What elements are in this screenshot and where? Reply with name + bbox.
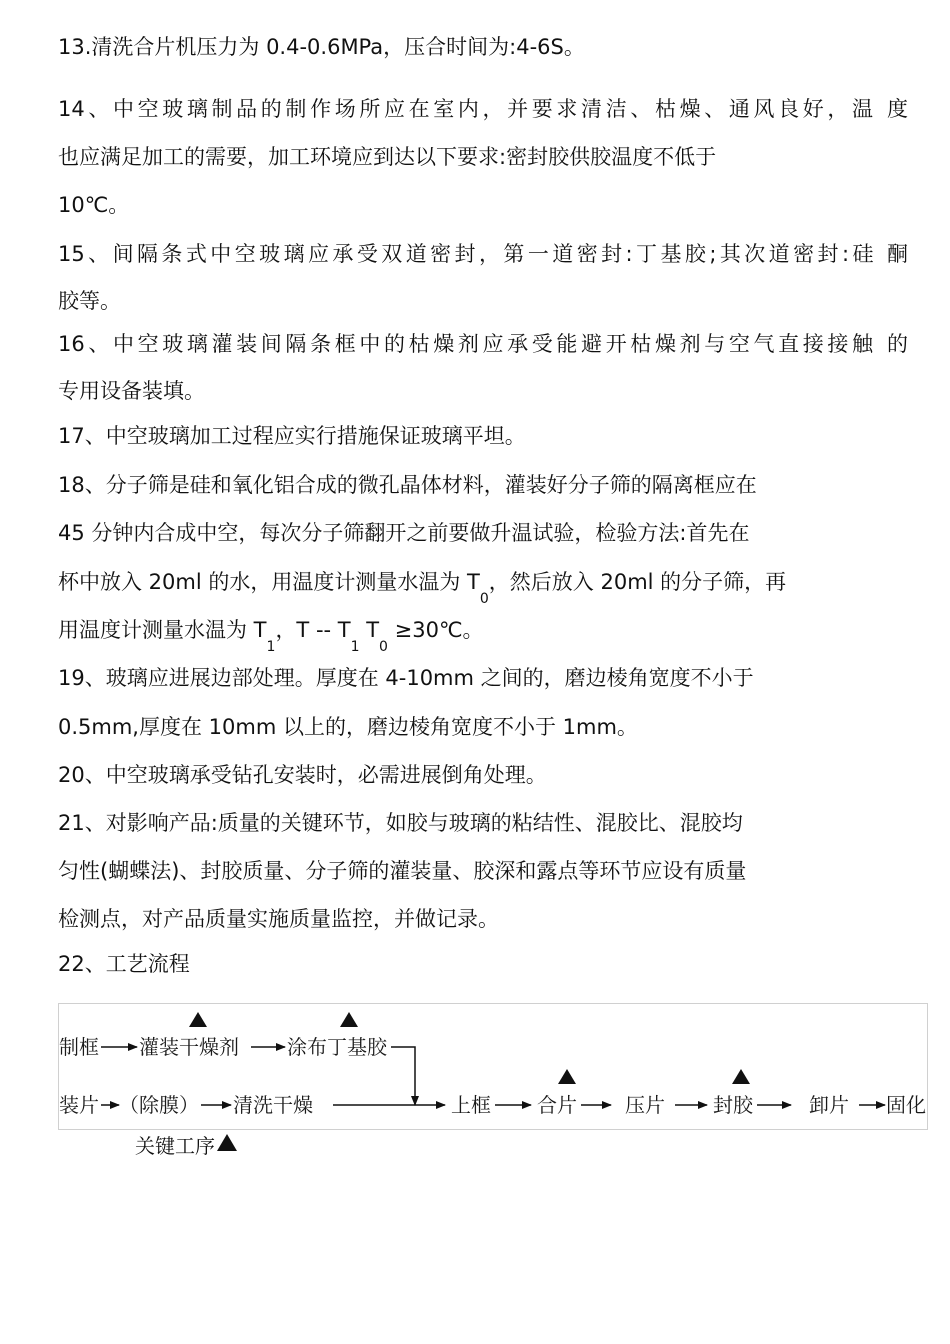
legend-label: 关键工序 [135, 1134, 215, 1158]
arrow-top-to-bottom [391, 1047, 415, 1105]
paragraph-19-line-2: 0.5mm,厚度在 10mm 以上的，磨边棱角宽度不小于 1mm。 [58, 715, 638, 739]
paragraph-19-line-1: 19、玻璃应进展边部处理。厚度在 4-10mm 之间的，磨边棱角宽度不小于 [58, 666, 754, 690]
key-step-triangle-4 [732, 1069, 750, 1084]
flow-node-yapian: 压片 [625, 1093, 665, 1117]
paragraph-15-line-1: 15、间隔条式中空玻璃应承受双道密封，第一道密封:丁基胶;其次道密封:硅 酮 [58, 242, 908, 266]
paragraph-18-line-4 [58, 615, 908, 655]
paragraph-18-line-3-text-b: ，然后放入 20ml 的分子筛，再 [488, 570, 787, 594]
flow-node-guanzhuang-ganzaoji: 灌装干燥剂 [139, 1035, 239, 1059]
key-step-triangle-3 [558, 1069, 576, 1084]
paragraph-14-line-1: 14、中空玻璃制品的制作场所应在室内，并要求清洁、枯燥、通风良好，温 度 [58, 97, 908, 121]
formula-text-a: 用温度计测量水温为 T [58, 618, 267, 642]
paragraph-20: 20、中空玻璃承受钻孔安装时，必需进展倒角处理。 [58, 763, 547, 787]
subscript-1: 1 [266, 639, 276, 655]
paragraph-17: 17、中空玻璃加工过程应实行措施保证玻璃平坦。 [58, 424, 526, 448]
flow-node-zhikuang: 制框 [59, 1035, 99, 1059]
flow-node-shangkuang: 上框 [451, 1093, 491, 1117]
formula-text-b: ，T -- T [275, 618, 351, 642]
paragraph-21-line-2: 匀性(蝴蝶法)、封胶质量、分子筛的灌装量、胶深和露点等环节应设有质量 [58, 859, 747, 883]
flow-node-guhua: 固化 [886, 1093, 926, 1117]
formula-text-d: ≥30℃。 [387, 618, 484, 642]
flow-node-chumo: （除膜） [119, 1093, 199, 1117]
paragraph-18-line-2: 45 分钟内合成中空，每次分子筛翻开之前要做升温试验，检验方法:首先在 [58, 521, 750, 545]
flow-node-qingxi-ganzao: 清洗干燥 [233, 1093, 313, 1117]
process-flow-diagram [58, 1003, 928, 1130]
paragraph-18-line-1: 18、分子筛是硅和氧化铝合成的微孔晶体材料，灌装好分子筛的隔离框应在 [58, 473, 757, 497]
paragraph-14-line-3: 10℃。 [58, 193, 130, 217]
paragraph-18-line-3-text-a: 杯中放入 20ml 的水，用温度计测量水温为 T [58, 570, 480, 594]
legend-triangle-icon [217, 1134, 237, 1151]
paragraph-14-line-2: 也应满足加工的需要，加工环境应到达以下要求:密封胶供胶温度不低于 [58, 145, 717, 169]
flow-legend [135, 1133, 237, 1159]
subscript-0: 0 [479, 591, 489, 607]
key-step-triangle-1 [189, 1012, 207, 1027]
paragraph-13: 13.清洗合片机压力为 0.4-0.6MPa，压合时间为:4-6S。 [58, 35, 585, 59]
flow-node-xiepian: 卸片 [809, 1093, 849, 1117]
subscript-1-second: 1 [350, 639, 360, 655]
formula-text-c: T [359, 618, 380, 642]
flow-node-fengjiao: 封胶 [713, 1093, 753, 1117]
key-step-triangle-2 [340, 1012, 358, 1027]
paragraph-16-line-1: 16、中空玻璃灌装间隔条框中的枯燥剂应承受能避开枯燥剂与空气直接接触 的 [58, 332, 908, 356]
flow-node-tubu-dingjijiao: 涂布丁基胶 [287, 1035, 387, 1059]
subscript-0-second: 0 [379, 639, 388, 655]
paragraph-18-line-3 [58, 567, 908, 607]
flow-node-zhuangpian: 装片 [59, 1093, 99, 1117]
flow-node-hepian: 合片 [537, 1093, 577, 1117]
paragraph-16-line-2: 专用设备装填。 [58, 379, 205, 403]
paragraph-21-line-3: 检测点，对产品质量实施质量监控，并做记录。 [58, 907, 499, 931]
paragraph-22: 22、工艺流程 [58, 952, 190, 976]
paragraph-15-line-2: 胶等。 [58, 289, 121, 313]
paragraph-21-line-1: 21、对影响产品:质量的关键环节，如胶与玻璃的粘结性、混胶比、混胶均 [58, 811, 743, 835]
